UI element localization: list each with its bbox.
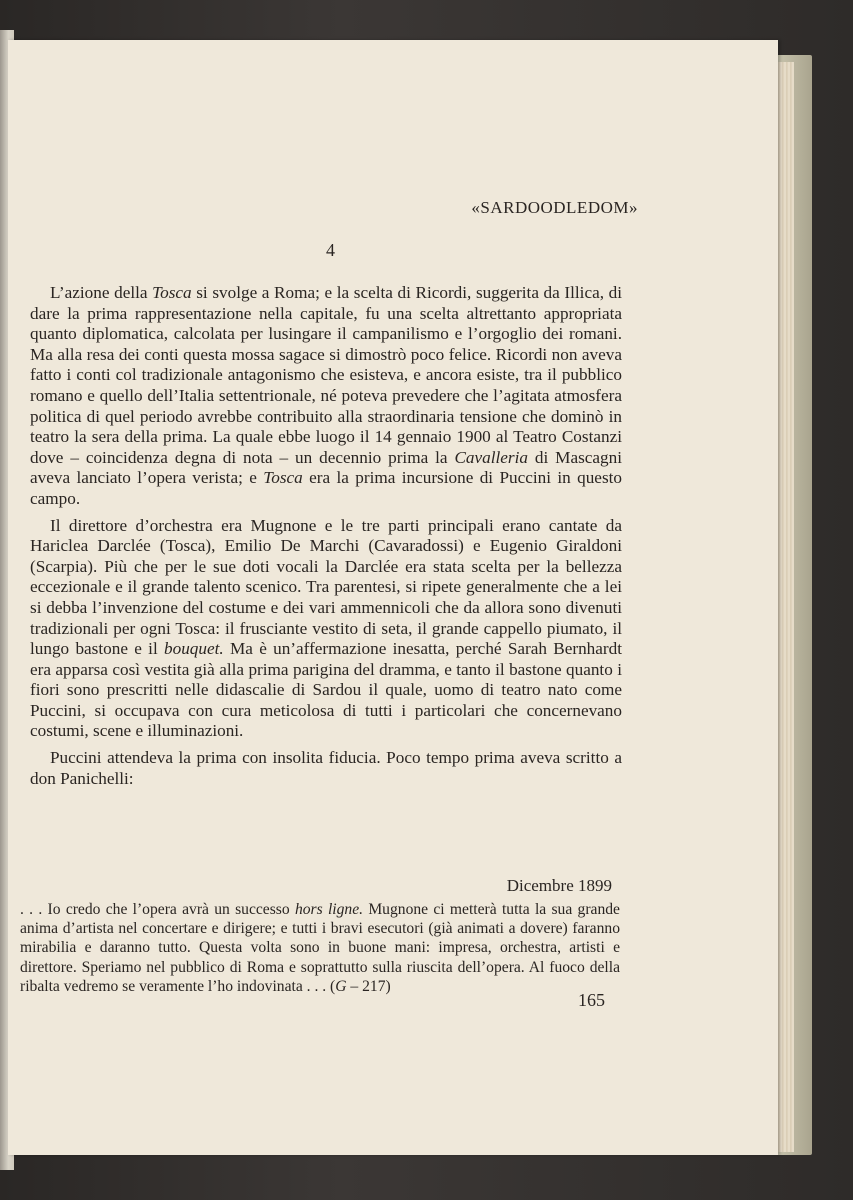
italic-text: Tosca — [152, 283, 192, 302]
text-run: di Mascagni aveva lanciato l’opera verista; e — [30, 447, 622, 488]
chapter-number: 4 — [326, 240, 335, 260]
italic-text: hors ligne. — [294, 901, 364, 918]
text-run: Ma è un’affermazione inesatta, perché Sarah Bernhardt era apparsa così vestita già alla prima parigina del dramma, e tanto il bastone quanto i fiori sono prescritti nelle didascalie di Sardou il quale, uomo di teatro nato come Puccini, si occupava con cura meticolosa di tutti i particolari che concernevano costumi, scene e illuminazioni. — [30, 639, 622, 741]
italic-text: bouquet. — [164, 639, 224, 659]
paragraph — [30, 516, 622, 743]
book-page — [8, 40, 778, 1155]
page-content — [8, 40, 778, 1155]
text-run: – 217) — [346, 977, 391, 995]
text-run: Puccini attendeva la prima con insolita fiducia. Poco tempo prima aveva scritto a don Panichelli: — [30, 748, 622, 788]
text-run: L’azione della — [50, 283, 153, 302]
italic-text: Tosca — [263, 468, 303, 488]
letter-date: Dicembre 1899 — [506, 876, 612, 895]
text-run: era la prima incursione di Puccini in questo campo. — [30, 468, 622, 508]
italic-text: Cavalleria — [454, 447, 528, 467]
page-number: 165 — [578, 990, 605, 1010]
quote-paragraph — [20, 900, 620, 996]
running-head: «SARDOODLEDOM» — [471, 198, 638, 217]
text-run: si svolge a Roma; e la scelta di Ricordi, suggerita da Illica, di dare la prima rappresentazione nella capitale, fu una scelta altrettanto appropriata quanto diplomatica, calcolata per lusingare il campanilismo e l’orgoglio dei romani. Ma alla resa dei conti questa mossa sagace si dimostrò poco felice. Ricordi non aveva fatto i conti col tradizionale antagonismo che esisteva, e ancora esiste, tra il pubblico romano e quello dell’Italia settentrionale, né poteva prevedere che l’agitata atmosfera politica di quel periodo avrebbe contribuito alla straordinaria tensione che dominò in teatro la sera della prima. La quale ebbe luogo il 14 gennaio 1900 al Teatro Costanzi dove – coincidenza degna di nota – un decennio prima la — [30, 283, 622, 467]
paragraph — [30, 748, 622, 789]
text-run: . . . Io credo che l’opera avrà un successo — [20, 901, 295, 918]
letter-quote — [20, 900, 620, 996]
text-run: Il direttore d’orchestra era Mugnone e le tre parti principali erano cantate da Hariclea Darclée (Tosca), Emilio De Marchi (Cavaradossi) e Eugenio Giraldoni (Scarpia). Più che per le sue doti vocali la Darclée era stata scelta per la bellezza eccezionale e il grande talento scenico. Tra parentesi, si ripete generalmente che a lei si debba l’invenzione del costume e dei vari ammennicoli che da allora sono divenuti tradizionali per ogni Tosca: il frusciante vestito di seta, il grande cappello piumato, il lungo bastone e il — [30, 515, 622, 659]
text-run: Mugnone ci metterà tutta la sua grande anima d’artista nel concertare e dirigere; e tutti i bravi esecutori (già animati a dovere) faranno mirabilia e daranno tutto. Questa volta sono in buone mani: impresa, orchestra, artisti e direttore. Speriamo nel pubblico di Roma e soprattutto sulla riuscita dell’opera. Al fuoco della ribalta vedremo se veramente l’ho indovinata . . . ( — [20, 901, 620, 995]
italic-text: G — [335, 977, 347, 995]
paragraph — [30, 283, 622, 510]
body-text — [30, 283, 622, 789]
